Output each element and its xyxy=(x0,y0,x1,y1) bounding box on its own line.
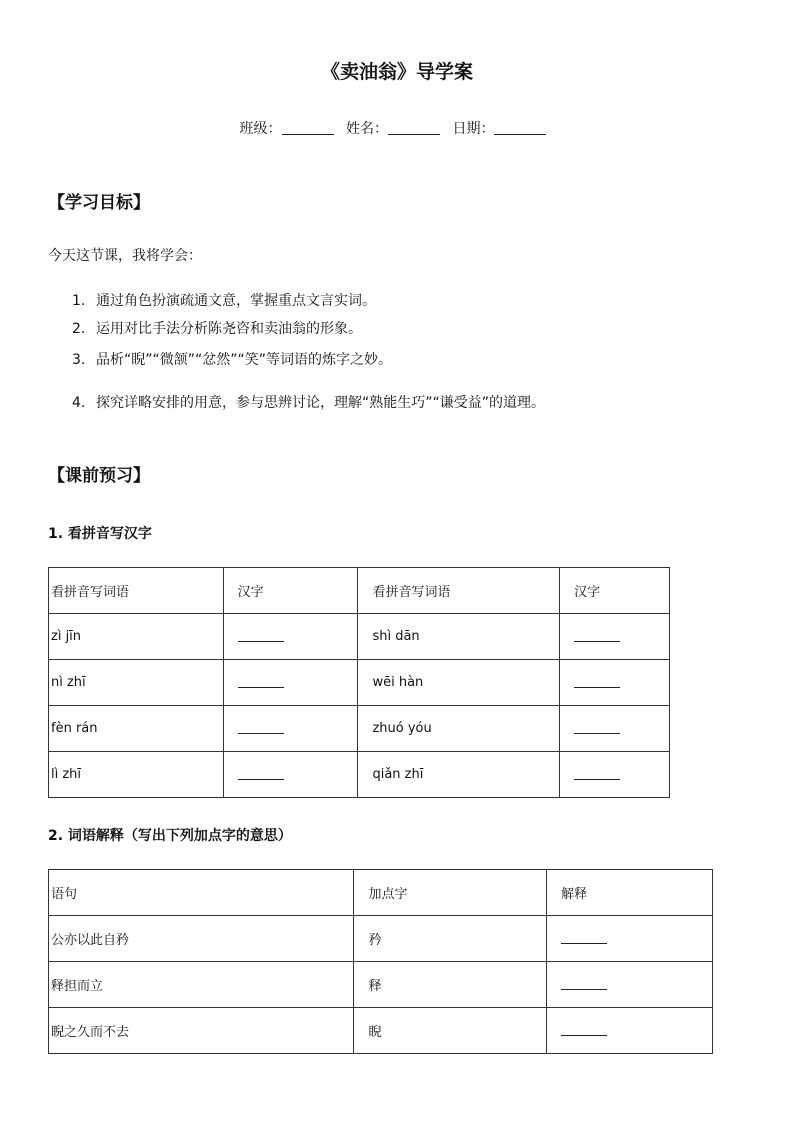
answer-blank-cell[interactable] xyxy=(560,660,670,706)
name-label: 姓名： xyxy=(346,121,388,137)
answer-blank[interactable] xyxy=(561,930,607,944)
header-cell: 看拼音写词语 xyxy=(358,568,560,614)
goal-item xyxy=(72,290,376,310)
answer-blank-cell[interactable] xyxy=(223,752,358,798)
goal-number: 3. xyxy=(72,352,86,368)
header-cell: 语句 xyxy=(49,870,354,916)
goal-item xyxy=(72,349,392,369)
table-row xyxy=(49,706,670,752)
answer-blank-cell[interactable] xyxy=(547,1008,713,1054)
goal-number: 4. xyxy=(72,395,86,411)
vocab-table xyxy=(48,869,713,1054)
pinyin-cell: zhuó yóu xyxy=(358,706,560,752)
header-cell: 汉字 xyxy=(223,568,358,614)
answer-blank[interactable] xyxy=(574,674,620,688)
table-header-row xyxy=(49,568,670,614)
dotted-char-cell: 睨 xyxy=(354,1008,547,1054)
table-row xyxy=(49,614,670,660)
answer-blank[interactable] xyxy=(238,674,284,688)
answer-blank-cell[interactable] xyxy=(547,962,713,1008)
pinyin-cell: wēi hàn xyxy=(358,660,560,706)
goal-number: 2. xyxy=(72,321,86,337)
goal-text: 通过角色扮演疏通文意，掌握重点文言实词。 xyxy=(96,293,376,309)
answer-blank[interactable] xyxy=(574,720,620,734)
header-cell: 加点字 xyxy=(354,870,547,916)
table-row xyxy=(49,1008,713,1054)
answer-blank-cell[interactable] xyxy=(223,614,358,660)
goal-text: 品析“睨”“微颔”“忿然”“笑”等词语的炼字之妙。 xyxy=(96,352,393,368)
pinyin-cell: shì dān xyxy=(358,614,560,660)
preview-heading: 【课前预习】 xyxy=(48,466,150,486)
goals-intro: 今天这节课，我将学会： xyxy=(48,248,202,264)
goal-number: 1. xyxy=(72,293,86,309)
date-label: 日期： xyxy=(452,121,495,137)
answer-blank-cell[interactable] xyxy=(560,706,670,752)
class-label: 班级： xyxy=(239,121,282,137)
dotted-char-cell: 释 xyxy=(354,962,547,1008)
goal-text: 探究详略安排的用意，参与思辨讨论，理解“熟能生巧”“谦受益”的道理。 xyxy=(96,395,546,411)
goal-item xyxy=(72,392,545,412)
pinyin-section-heading: 1. 看拼音写汉字 xyxy=(48,526,152,542)
answer-blank[interactable] xyxy=(238,628,284,642)
answer-blank-cell[interactable] xyxy=(560,614,670,660)
sentence-cell: 睨之久而不去 xyxy=(49,1008,354,1054)
vocab-section-heading: 2. 词语解释（写出下列加点字的意思） xyxy=(48,828,292,844)
header-cell: 汉字 xyxy=(560,568,670,614)
pinyin-cell: qiǎn zhī xyxy=(358,752,560,798)
date-blank[interactable] xyxy=(494,120,546,135)
pinyin-cell: nì zhī xyxy=(49,660,224,706)
answer-blank-cell[interactable] xyxy=(223,706,358,752)
sentence-cell: 释担而立 xyxy=(49,962,354,1008)
pinyin-cell: zì jīn xyxy=(49,614,224,660)
student-info-line xyxy=(0,118,794,138)
answer-blank-cell[interactable] xyxy=(223,660,358,706)
answer-blank-cell[interactable] xyxy=(560,752,670,798)
answer-blank[interactable] xyxy=(238,720,284,734)
table-row xyxy=(49,916,713,962)
pinyin-cell: fèn rán xyxy=(49,706,224,752)
answer-blank[interactable] xyxy=(561,1022,607,1036)
pinyin-table xyxy=(48,567,670,798)
goal-item xyxy=(72,318,362,338)
table-header-row xyxy=(49,870,713,916)
goals-heading: 【学习目标】 xyxy=(48,193,150,213)
dotted-char-cell: 矜 xyxy=(354,916,547,962)
page-title: 《卖油翁》导学案 xyxy=(320,61,473,83)
answer-blank-cell[interactable] xyxy=(547,916,713,962)
goal-text: 运用对比手法分析陈尧咨和卖油翁的形象。 xyxy=(96,321,362,337)
table-row xyxy=(49,752,670,798)
sentence-cell: 公亦以此自矜 xyxy=(49,916,354,962)
header-cell: 看拼音写词语 xyxy=(49,568,224,614)
name-blank[interactable] xyxy=(388,120,440,135)
answer-blank[interactable] xyxy=(561,976,607,990)
pinyin-cell: lì zhī xyxy=(49,752,224,798)
header-cell: 解释 xyxy=(547,870,713,916)
table-row xyxy=(49,660,670,706)
answer-blank[interactable] xyxy=(574,766,620,780)
answer-blank[interactable] xyxy=(574,628,620,642)
class-blank[interactable] xyxy=(282,120,334,135)
answer-blank[interactable] xyxy=(238,766,284,780)
table-row xyxy=(49,962,713,1008)
